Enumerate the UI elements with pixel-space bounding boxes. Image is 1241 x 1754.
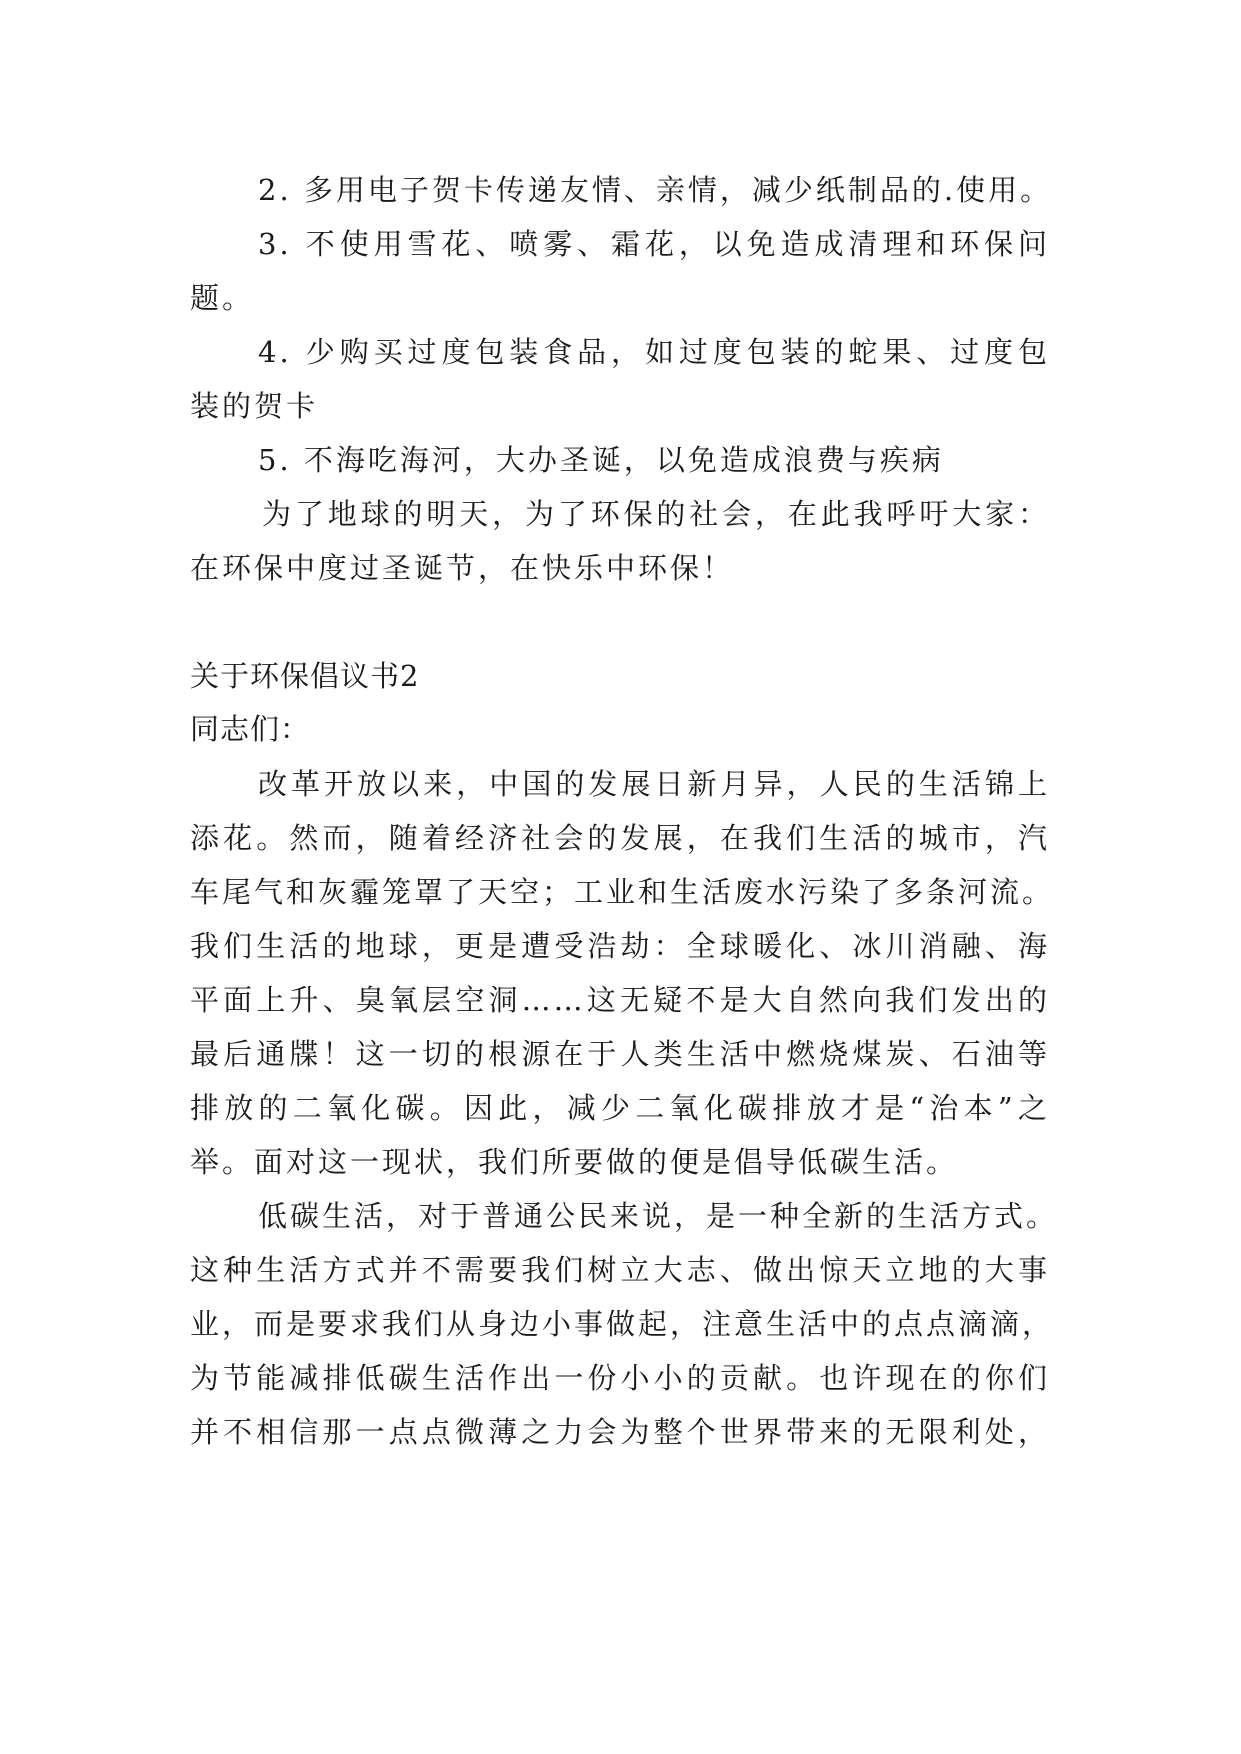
list-item-3-line1: 3. 不使用雪花、喷雾、霜花，以免造成清理和环保问 bbox=[258, 227, 1050, 261]
para1-line: 举。面对这一现状，我们所要做的便是倡导低碳生活。 bbox=[190, 1145, 959, 1179]
section-title: 关于环保倡议书2 bbox=[190, 659, 420, 693]
para1-line: 添花。然而，随着经济社会的发展，在我们生活的城市，汽 bbox=[190, 821, 1050, 855]
list-item-4-line1: 4. 少购买过度包装食品，如过度包装的蛇果、过度包 bbox=[258, 335, 1050, 369]
para2-line: 这种生活方式并不需要我们树立大志、做出惊天立地的大事 bbox=[190, 1253, 1050, 1287]
para1-line: 平面上升、臭氧层空洞……这无疑不是大自然向我们发出的 bbox=[190, 983, 1050, 1017]
para1-line: 改革开放以来，中国的发展日新月异，人民的生活锦上 bbox=[258, 767, 1050, 801]
para2-line: 业，而是要求我们从身边小事做起，注意生活中的点点滴滴， bbox=[190, 1307, 1055, 1341]
closing-line-1: 为了地球的明天，为了环保的社会，在此我呼吁大家： bbox=[262, 497, 1050, 531]
para1-line: 排放的二氧化碳。因此，减少二氧化碳排放才是“治本”之 bbox=[190, 1091, 1050, 1125]
closing-line-2: 在环保中度过圣诞节，在快乐中环保！ bbox=[190, 551, 735, 585]
para2-line: 为节能减排低碳生活作出一份小小的贡献。也许现在的你们 bbox=[190, 1361, 1050, 1395]
para2-line: 低碳生活，对于普通公民来说，是一种全新的生活方式。 bbox=[258, 1199, 1059, 1233]
list-item-5: 5. 不海吃海河，大办圣诞，以免造成浪费与疾病 bbox=[258, 443, 944, 477]
para1-line: 车尾气和灰霾笼罩了天空；工业和生活废水污染了多条河流。 bbox=[190, 875, 1055, 909]
para1-line: 我们生活的地球，更是遭受浩劫：全球暖化、冰川消融、海 bbox=[190, 929, 1050, 963]
para1-line: 最后通牒！这一切的根源在于人类生活中燃烧煤炭、石油等 bbox=[190, 1037, 1050, 1071]
salutation: 同志们： bbox=[190, 712, 311, 746]
list-item-4-line2: 装的贺卡 bbox=[190, 389, 319, 423]
para2-line: 并不相信那一点点微薄之力会为整个世界带来的无限利处， bbox=[190, 1415, 1050, 1449]
list-item-3-line2: 题。 bbox=[190, 281, 255, 315]
list-item-2: 2. 多用电子贺卡传递友情、亲情，减少纸制品的.使用。 bbox=[258, 173, 1053, 207]
